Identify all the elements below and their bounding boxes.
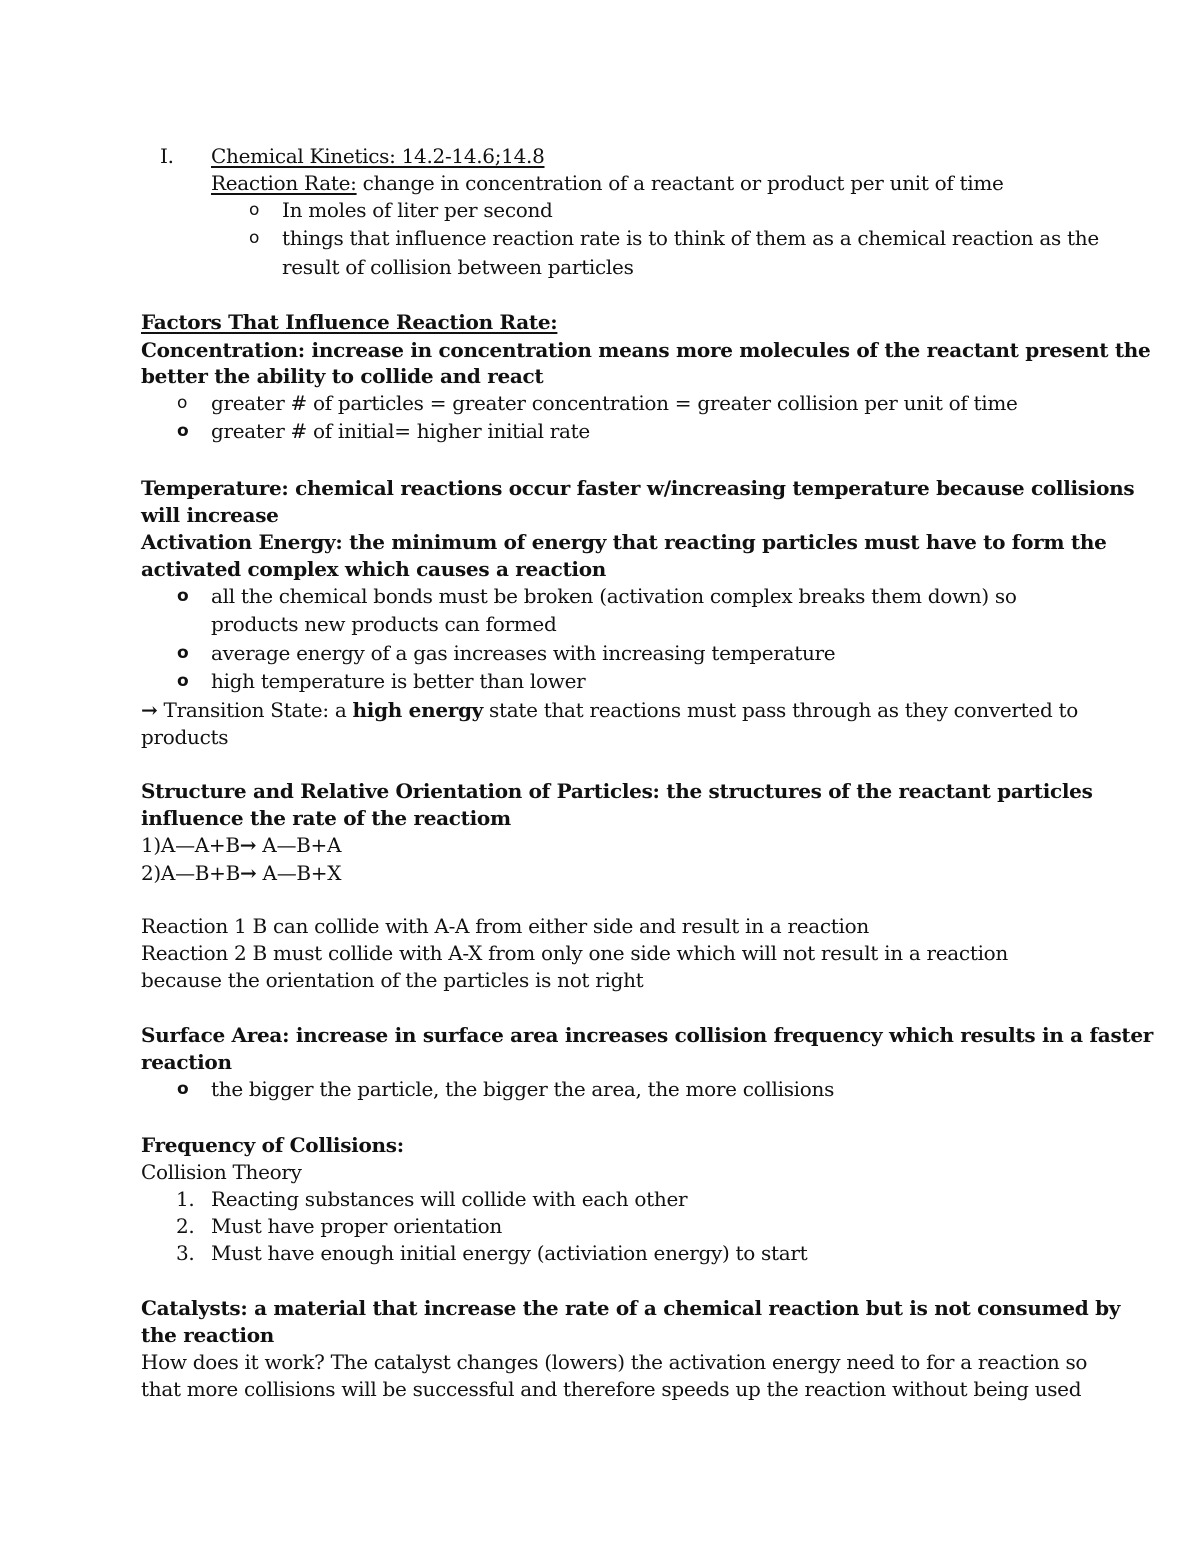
bullet-icon: o <box>177 393 188 413</box>
transition-state-line <box>141 697 1078 724</box>
sub-bullet-2-cont: result of collision between particles <box>282 255 634 279</box>
activation-line-2: activated complex which causes a reaction <box>141 557 606 581</box>
transition-text-bold: high energy <box>352 698 483 722</box>
bullet-icon: o <box>177 1079 189 1099</box>
surface-bullet: the bigger the particle, the bigger the area, the more collisions <box>211 1077 835 1101</box>
activation-bullet-1-cont: products new products can formed <box>211 612 557 636</box>
reaction-2-explanation: Reaction 2 B must collide with A-X from only one side which will not result in a reaction <box>141 941 1008 965</box>
activation-bullet-3: high temperature is better than lower <box>211 669 586 693</box>
frequency-heading: Frequency of Collisions: <box>141 1133 404 1157</box>
catalysts-paragraph-2: that more collisions will be successful and therefore speeds up the reaction without being used <box>141 1377 1082 1401</box>
list-number: 1. <box>176 1187 195 1211</box>
catalysts-paragraph-1: How does it work? The catalyst changes (lowers) the activation energy need to for a reaction so <box>141 1350 1088 1374</box>
surface-line-1: Surface Area: increase in surface area increases collision frequency which results in a faster <box>141 1023 1154 1047</box>
sub-bullet-2: things that influence reaction rate is to think of them as a chemical reaction as the <box>282 226 1099 250</box>
list-item: Reacting substances will collide with each other <box>211 1187 688 1211</box>
temperature-line-1: Temperature: chemical reactions occur faster w/increasing temperature because collisions <box>141 476 1135 500</box>
list-number: 2. <box>176 1214 195 1238</box>
catalysts-line-1: Catalysts: a material that increase the rate of a chemical reaction but is not consumed by <box>141 1296 1121 1320</box>
concentration-bullet-1: greater # of particles = greater concentration = greater collision per unit of time <box>211 391 1018 415</box>
transition-text-b: state that reactions must pass through as they converted to <box>483 698 1078 722</box>
bullet-icon: o <box>249 228 260 248</box>
activation-bullet-1: all the chemical bonds must be broken (activation complex breaks them down) so <box>211 584 1017 608</box>
equation-2-reactants: 2)A—B+B <box>141 861 241 885</box>
bullet-icon: o <box>177 671 189 691</box>
arrow-icon: → <box>141 698 158 722</box>
arrow-icon: → <box>240 861 257 885</box>
list-item: Must have enough initial energy (activiation energy) to start <box>211 1241 808 1265</box>
reaction-rate-line <box>211 170 1004 197</box>
structure-line-1: Structure and Relative Orientation of Particles: the structures of the reactant particles <box>141 779 1093 803</box>
list-item: Must have proper orientation <box>211 1214 502 1238</box>
equation-2 <box>141 860 341 887</box>
list-number: 3. <box>176 1241 195 1265</box>
concentration-bullet-2: greater # of initial= higher initial rate <box>211 419 590 443</box>
equation-2-products: A—B+X <box>256 861 342 885</box>
equation-1-products: A—B+A <box>256 833 342 857</box>
sub-bullet-1: In moles of liter per second <box>282 198 553 222</box>
section-numeral: I. <box>160 144 174 168</box>
bullet-icon: o <box>177 586 189 606</box>
activation-line-1: Activation Energy: the minimum of energy that reacting particles must have to form the <box>141 530 1107 554</box>
temperature-line-2: will increase <box>141 503 279 527</box>
reaction-2-explanation-cont: because the orientation of the particles is not right <box>141 968 644 992</box>
bullet-icon: o <box>177 421 189 441</box>
bullet-icon: o <box>249 200 260 220</box>
section-heading: Chemical Kinetics: 14.2-14.6;14.8 <box>211 144 545 168</box>
surface-line-2: reaction <box>141 1050 232 1074</box>
equation-1 <box>141 832 341 859</box>
reaction-rate-definition: change in concentration of a reactant or product per unit of time <box>356 171 1004 195</box>
transition-state-cont: products <box>141 725 229 749</box>
catalysts-line-2: the reaction <box>141 1323 274 1347</box>
structure-line-2: influence the rate of the reactiom <box>141 806 511 830</box>
collision-theory-subheading: Collision Theory <box>141 1160 302 1184</box>
reaction-1-explanation: Reaction 1 B can collide with A-A from either side and result in a reaction <box>141 914 869 938</box>
activation-bullet-2: average energy of a gas increases with increasing temperature <box>211 641 836 665</box>
concentration-line-2: better the ability to collide and react <box>141 364 544 388</box>
equation-1-reactants: 1)A—A+B <box>141 833 240 857</box>
bullet-icon: o <box>177 643 189 663</box>
transition-text-a: Transition State: a <box>157 698 353 722</box>
arrow-icon: → <box>239 833 257 857</box>
factors-heading: Factors That Influence Reaction Rate: <box>141 310 558 334</box>
concentration-line-1: Concentration: increase in concentration means more molecules of the reactant present the <box>141 338 1151 362</box>
reaction-rate-term: Reaction Rate: <box>211 171 357 195</box>
